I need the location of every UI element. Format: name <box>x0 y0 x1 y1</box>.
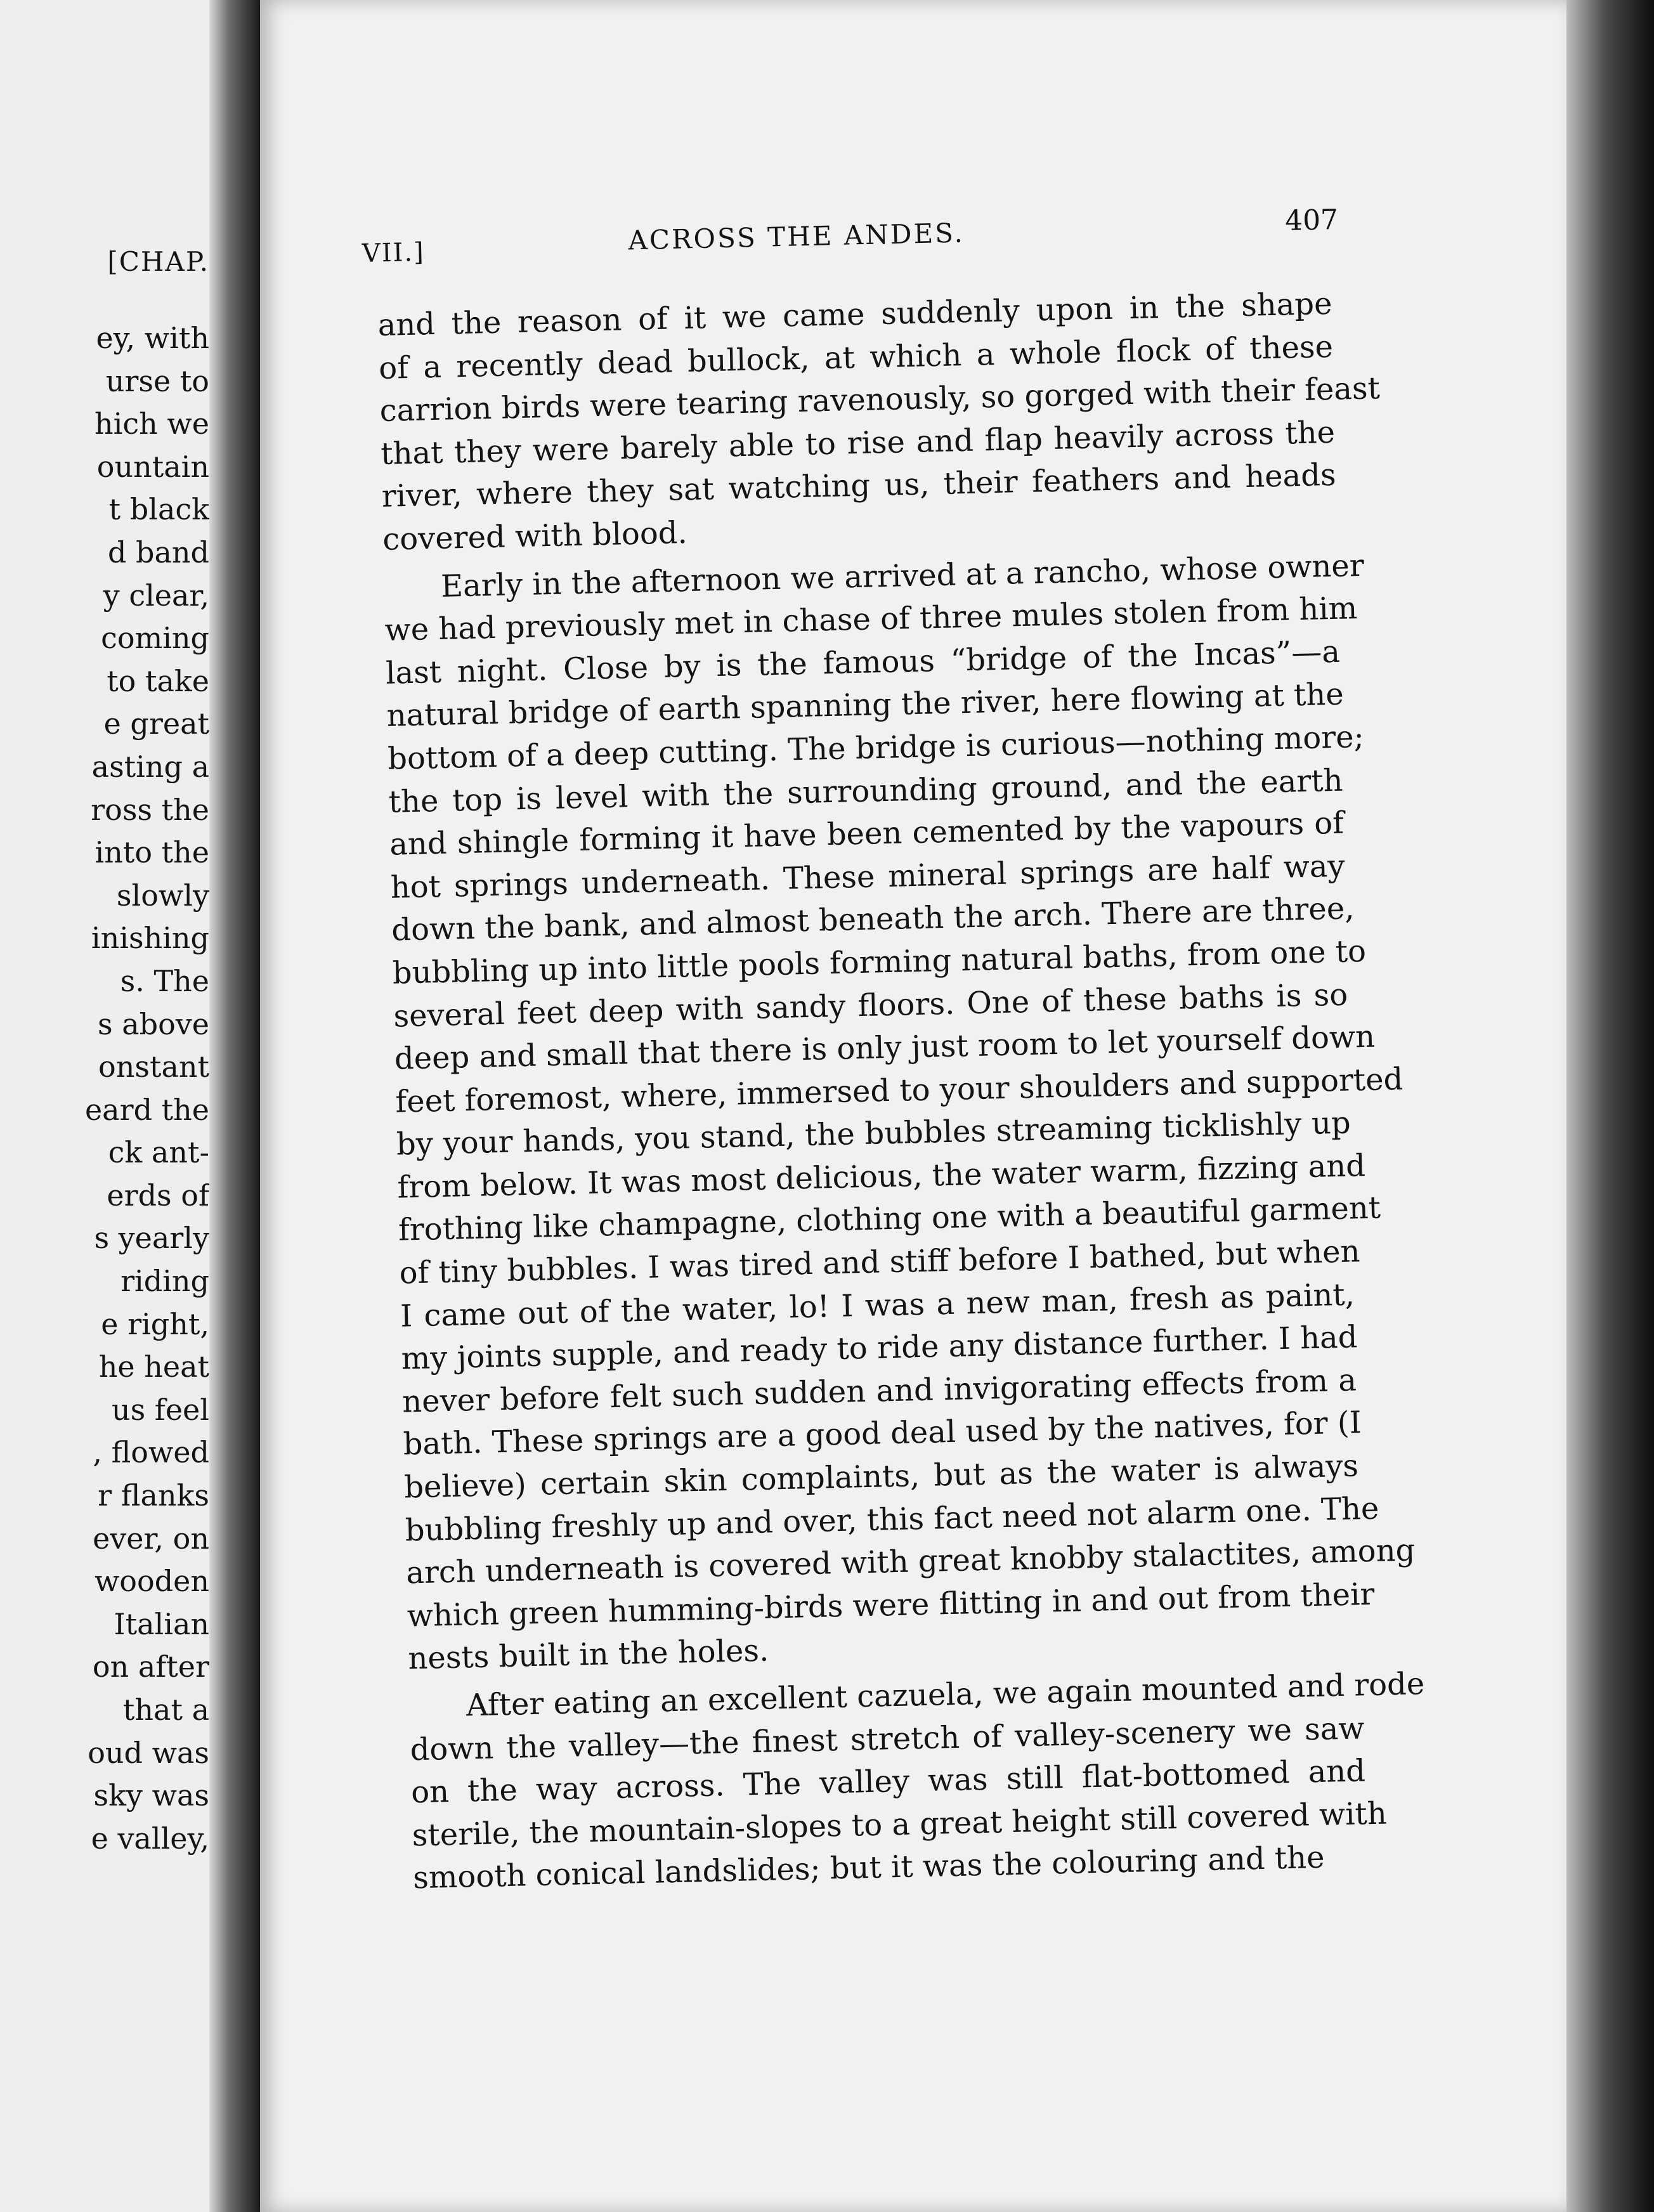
page-edge <box>1566 0 1654 2212</box>
text-line: nests built in the holes. <box>407 1632 769 1677</box>
text-line: down the bank, and almost beneath the arch. There are three, <box>391 890 1355 949</box>
left-page-line: hich we <box>94 407 209 441</box>
left-page-line: ever, on <box>93 1521 209 1556</box>
text-line: by your hands, you stand, the bubbles streaming ticklishly up <box>396 1105 1351 1162</box>
left-page-line: erds of <box>107 1178 209 1213</box>
left-page-line: Italian <box>114 1606 209 1641</box>
left-page-line: d band <box>107 535 209 569</box>
left-page-line: oud was <box>88 1735 209 1770</box>
left-page-line: that a <box>122 1693 209 1727</box>
text-line: bubbling up into little pools forming natural baths, from one to <box>392 933 1367 991</box>
text-line: of tiny bubbles. I was tired and stiff before I bathed, but when <box>399 1233 1361 1291</box>
book-gutter <box>209 0 260 2212</box>
body-text <box>377 283 1425 1900</box>
left-page-text <box>0 317 209 1860</box>
text-line: bubbling freshly up and over, this fact need not alarm one. The <box>405 1490 1379 1549</box>
left-page-header: [CHAP. <box>107 246 209 277</box>
text-line: hot springs underneath. These mineral springs are half way <box>390 848 1346 906</box>
left-page-line: t black <box>108 492 209 527</box>
text-line: arch underneath is covered with great knobby stalactites, among <box>405 1532 1416 1591</box>
text-line: bottom of a deep cutting. The bridge is curious—nothing more; <box>387 719 1365 777</box>
left-page-line: e right, <box>101 1306 209 1341</box>
left-page-line: s above <box>97 1006 209 1041</box>
text-line: never before felt such sudden and invigorating effects from a <box>401 1362 1357 1420</box>
left-page-line: e valley, <box>91 1821 209 1856</box>
paragraph <box>408 1664 1425 1900</box>
left-page-line: ross the <box>91 792 209 827</box>
left-page-line: s yearly <box>94 1221 209 1256</box>
left-page-line: wooden <box>94 1564 209 1599</box>
left-page-line: y clear, <box>103 578 209 613</box>
left-page-line: urse to <box>105 363 209 398</box>
left-page-line: ck ant- <box>108 1135 209 1170</box>
text-line: deep and small that there is only just room to let yourself down <box>394 1018 1376 1077</box>
text-line: Early in the afternoon we arrived at a rancho, whose owner <box>440 547 1365 604</box>
left-page-line: us feel <box>111 1392 209 1427</box>
text-line: After eating an excellent cazuela, we again mounted and rode <box>466 1666 1425 1724</box>
text-line: which green humming-birds were flitting in and out from their <box>407 1576 1375 1634</box>
left-page-line: ountain <box>96 449 209 484</box>
page-title: ACROSS THE ANDES. <box>627 217 965 256</box>
text-line: and shingle forming it have been cemented by the vapours of <box>389 805 1345 862</box>
text-line: we had previously met in chase of three mules stolen from him <box>384 590 1358 649</box>
left-page-line: onstant <box>98 1050 209 1084</box>
text-line: feet foremost, where, immersed to your shoulders and supported <box>394 1061 1403 1120</box>
text-line: my joints supple, and ready to ride any distance further. I had <box>401 1319 1358 1377</box>
left-page-line: to take <box>107 663 209 698</box>
left-page-line: coming <box>101 621 209 656</box>
chapter-mark: VII.] <box>361 237 426 268</box>
text-line: from below. It was most delicious, the water warm, fizzing and <box>396 1147 1366 1206</box>
left-page-line: e great <box>103 706 209 741</box>
previous-page <box>0 0 209 2212</box>
left-page-line: on after <box>92 1649 209 1684</box>
paragraph <box>377 283 1381 562</box>
left-page-line: riding <box>120 1264 209 1299</box>
text-line: smooth conical landslides; but it was the colouring and the <box>412 1840 1325 1896</box>
left-page-line: slowly <box>116 878 209 913</box>
text-line: of a recently dead bullock, at which a whole flock of these <box>378 329 1334 386</box>
text-line: natural bridge of earth spanning the river, here flowing at the <box>386 676 1345 734</box>
left-page-line: sky was <box>93 1778 209 1813</box>
paragraph <box>383 545 1416 1681</box>
text-line: believe) certain skin complaints, but as the water is always <box>403 1448 1359 1506</box>
page-number: 407 <box>1284 204 1339 237</box>
text-line: river, where they sat watching us, their feathers and heads <box>381 457 1337 515</box>
left-page-line: eard the <box>84 1092 209 1127</box>
text-line: covered with blood. <box>382 514 688 557</box>
text-line: carrion birds were tearing ravenously, so gorged with their feast <box>379 370 1381 429</box>
text-line: the top is level with the surrounding ground, and the earth <box>388 762 1344 820</box>
text-line: frothing like champagne, clothing one with a beautiful garment <box>398 1190 1381 1249</box>
text-line: that they were barely able to rise and flap heavily across the <box>380 414 1336 472</box>
left-page-line: , flowed <box>93 1435 209 1470</box>
text-line: bath. These springs are a good deal used by the natives, for (I <box>403 1405 1362 1462</box>
left-page-line: s. The <box>120 963 209 998</box>
text-line: on the way across. The valley was still flat-bottomed and <box>410 1753 1366 1811</box>
text-line: last night. Close by is the famous “bridge of the Incas”—a <box>385 634 1341 691</box>
left-page-line: ey, with <box>96 321 209 355</box>
left-page-line: into the <box>94 835 209 870</box>
text-line: several feet deep with sandy floors. One of these baths is so <box>393 977 1348 1034</box>
left-page-line: he heat <box>98 1350 209 1384</box>
left-page-line: r flanks <box>98 1478 209 1513</box>
left-page-line: asting a <box>91 749 209 784</box>
text-line: and the reason of it we came suddenly upon in the shape <box>377 285 1332 343</box>
text-line: down the valley—the finest stretch of valley-scenery we saw <box>410 1710 1365 1767</box>
text-line: sterile, the mountain-slopes to a great height still covered with <box>412 1795 1388 1854</box>
text-line: I came out of the water, lo! I was a new man, fresh as paint, <box>400 1277 1355 1334</box>
left-page-line: inishing <box>91 921 209 956</box>
